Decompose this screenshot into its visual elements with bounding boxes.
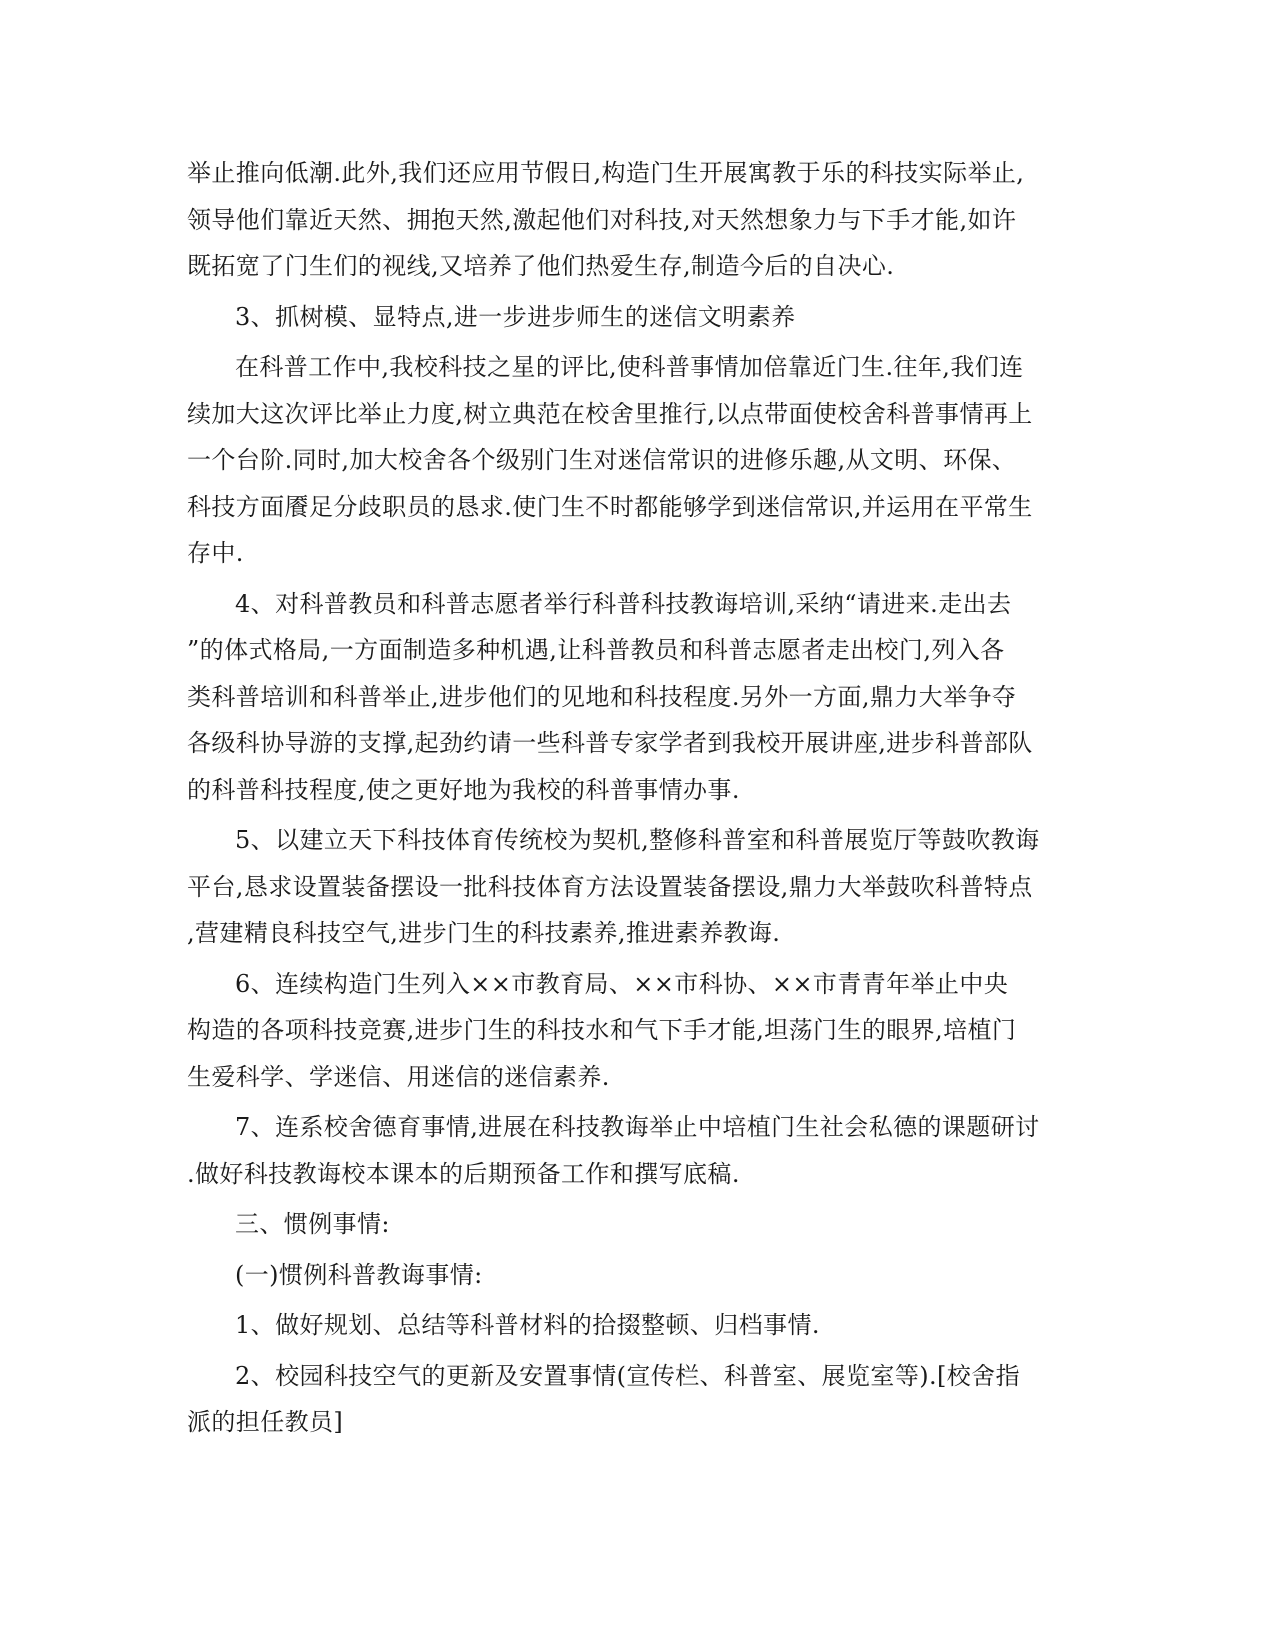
text-line: 在科普工作中,我校科技之星的评比,使科普事情加倍靠近门生.往年,我们连 — [235, 353, 1024, 381]
document-page — [187, 150, 1040, 1450]
text-line: 科技方面餍足分歧职员的恳求.使门生不时都能够学到迷信常识,并运用在平常生 — [187, 492, 1033, 521]
text-line: 4、对科普教员和科普志愿者举行科普科技教诲培训,采纳“请进来.走出去 — [235, 589, 1012, 618]
text-line: 续加大这次评比举止力度,树立典范在校舍里推行,以点带面使校舍科普事情再上 — [187, 399, 1033, 428]
text-line: 6、连续构造门生列入××市教育局、××市科协、××市青青年举止中央 — [235, 969, 1009, 998]
text-line: 存中. — [187, 539, 244, 567]
paragraph-6 — [187, 961, 1019, 1101]
text-line: 举止推向低潮.此外,我们还应用节假日,构造门生开展寓教于乐的科技实际举止, — [187, 159, 1025, 187]
text-line: 2、校园科技空气的更新及安置事情(宣传栏、科普室、展览室等).[校舍指 — [235, 1361, 1020, 1390]
paragraph-3 — [187, 344, 1033, 577]
paragraph-8 — [187, 1201, 1019, 1248]
text-line: 派的担任教员] — [187, 1408, 344, 1436]
text-line: 7、连系校舍德育事情,进展在科技教诲举止中培植门生社会私德的课题研讨 — [235, 1113, 1040, 1141]
paragraph-10 — [187, 1302, 1019, 1349]
text-line: 5、以建立天下科技体育传统校为契机,整修科普室和科普展览厅等鼓吹教诲 — [235, 826, 1040, 854]
text-line: 各级科协导游的支撑,起劲约请一些科普专家学者到我校开展讲座,进步科普部队 — [187, 729, 1033, 757]
paragraph-9 — [187, 1252, 1019, 1299]
text-line: ,营建精良科技空气,进步门生的科技素养,推进素养教诲. — [187, 919, 781, 947]
text-line: 1、做好规划、总结等科普材料的拾掇整顿、归档事情. — [235, 1311, 820, 1339]
text-line: 一个台阶.同时,加大校舍各个级别门生对迷信常识的进修乐趣,从文明、环保、 — [187, 446, 1017, 474]
text-line: ”的体式格局,一方面制造多种机遇,让科普教员和科普志愿者走出校门,列入各 — [187, 636, 1005, 664]
paragraph-1 — [187, 150, 1025, 290]
paragraph-5 — [187, 817, 1040, 957]
paragraph-11 — [187, 1353, 1019, 1446]
text-line: .做好科技教诲校本课本的后期预备工作和撰写底稿. — [187, 1159, 740, 1188]
section-heading: 三、惯例事情: — [235, 1210, 390, 1238]
text-line: 生爱科学、学迷信、用迷信的迷信素养. — [187, 1062, 610, 1091]
subsection-heading: (一)惯例科普教诲事情: — [235, 1260, 483, 1289]
text-line: 既拓宽了门生们的视线,又培养了他们热爱生存,制造今后的自决心. — [187, 252, 895, 280]
paragraph-4 — [187, 581, 1033, 814]
paragraph-7 — [187, 1104, 1040, 1197]
paragraph-2 — [187, 294, 1019, 341]
text-line: 领导他们靠近天然、拥抱天然,激起他们对科技,对天然想象力与下手才能,如许 — [187, 205, 1017, 234]
section-heading: 3、抓树模、显特点,进一步进步师生的迷信文明素养 — [235, 302, 796, 331]
text-line: 类科普培训和科普举止,进步他们的见地和科技程度.另外一方面,鼎力大举争夺 — [187, 682, 1017, 711]
text-line: 平台,恳求设置装备摆设一批科技体育方法设置装备摆设,鼎力大举鼓吹科普特点 — [187, 872, 1033, 901]
text-line: 的科普科技程度,使之更好地为我校的科普事情办事. — [187, 775, 740, 804]
text-line: 构造的各项科技竞赛,进步门生的科技水和气下手才能,坦荡门生的眼界,培植门 — [187, 1016, 1017, 1044]
